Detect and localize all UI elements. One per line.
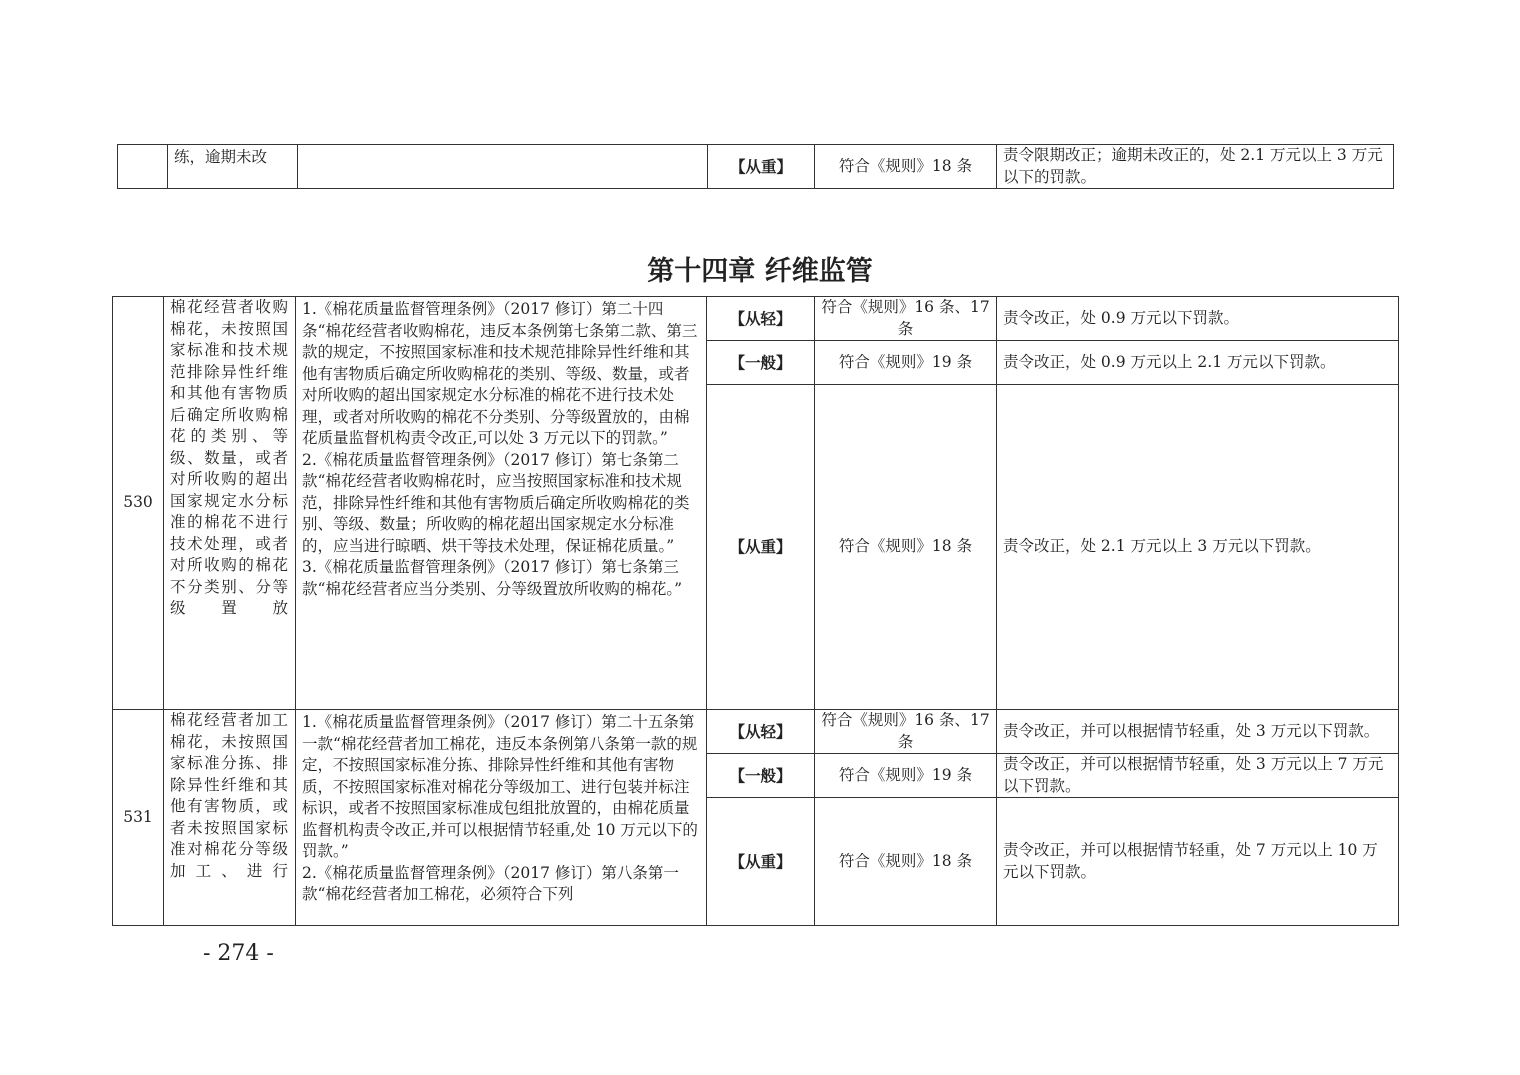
- penalty-cell: 责令改正，并可以根据情节轻重，处 7 万元以上 10 万元以下罚款。: [997, 798, 1399, 926]
- basis-cell: 符合《规则》18 条: [815, 385, 997, 710]
- basis-cell: 符合《规则》16 条、17 条: [815, 297, 997, 341]
- item-law: 1.《棉花质量监督管理条例》（2017 修订）第二十四条“棉花经营者收购棉花，违反本条例第七条第二款、第三款的规定，不按照国家标准和技术规范排除异性纤维和其他有害物质后确定所收购棉花的类别、等级、数量，或者对所收购的超出国家规定水分标准的棉花不进行技术处理，或者对所收购的棉花不分类别、分等级置放的，由棉花质量监督机构责令改正,可以处 3 万元以下的罚款。” 2.《棉花质量监督管理条例》（2017 修订）第七条第二款“棉花经营者收购棉花时，应当按照国家标准和技术规范，排除异性纤维和其他有害物质后确定所收购棉花的类别、等级、数量；所收购的棉花超出国家规定水分标准的，应当进行晾晒、烘干等技术处理，保证棉花质量。” 3.《棉花质量监督管理条例》（2017 修订）第七条第三款“棉花经营者应当分类别、分等级置放所收购的棉花。”: [296, 297, 707, 710]
- level-cell: 【从轻】: [707, 710, 815, 754]
- table-row: [113, 710, 1399, 754]
- item-subject: 棉花经营者加工棉花，未按照国家标准分拣、排除异性纤维和其他有害物质，或者未按照国家标准对棉花分等级加工、进行: [164, 710, 296, 926]
- page-number: - 274 -: [203, 941, 274, 966]
- subject-cell: 练，逾期未改: [168, 145, 298, 189]
- table-row: [113, 297, 1399, 341]
- level-cell: 【一般】: [707, 341, 815, 385]
- basis-cell: 符合《规则》18 条: [815, 145, 997, 189]
- item-number: 530: [113, 297, 164, 710]
- level-cell: 【从轻】: [707, 297, 815, 341]
- level-cell: 【从重】: [707, 385, 815, 710]
- level-cell: 【一般】: [707, 754, 815, 798]
- item-number: 531: [113, 710, 164, 926]
- penalty-cell: 责令改正，并可以根据情节轻重，处 3 万元以下罚款。: [997, 710, 1399, 754]
- penalty-cell: 责令改正，处 2.1 万元以上 3 万元以下罚款。: [997, 385, 1399, 710]
- item-subject: 棉花经营者收购棉花，未按照国家标准和技术规范排除异性纤维和其他有害物质后确定所收购棉花的类别、等级、数量，或者对所收购的超出国家规定水分标准的棉花不进行技术处理，或者对所收购的棉花不分类别、分等级置放: [164, 297, 296, 710]
- law-cell: [298, 145, 708, 189]
- penalty-cell: 责令改正，处 0.9 万元以上 2.1 万元以下罚款。: [997, 341, 1399, 385]
- continuation-table: [117, 144, 1394, 189]
- penalty-cell: 责令限期改正；逾期未改正的，处 2.1 万元以上 3 万元以下的罚款。: [997, 145, 1394, 189]
- level-cell: 【从重】: [707, 798, 815, 926]
- no-cell: [118, 145, 168, 189]
- penalty-cell: 责令改正，处 0.9 万元以下罚款。: [997, 297, 1399, 341]
- penalty-cell: 责令改正，并可以根据情节轻重，处 3 万元以上 7 万元以下罚款。: [997, 754, 1399, 798]
- basis-cell: 符合《规则》16 条、17 条: [815, 710, 997, 754]
- level-cell: 【从重】: [708, 145, 815, 189]
- penalty-table: [112, 296, 1399, 926]
- chapter-title: 第十四章 纤维监管: [647, 256, 873, 287]
- basis-cell: 符合《规则》19 条: [815, 341, 997, 385]
- basis-cell: 符合《规则》18 条: [815, 798, 997, 926]
- table-row: [118, 145, 1394, 189]
- basis-cell: 符合《规则》19 条: [815, 754, 997, 798]
- item-law: 1.《棉花质量监督管理条例》（2017 修订）第二十五条第一款“棉花经营者加工棉花，违反本条例第八条第一款的规定，不按照国家标准分拣、排除异性纤维和其他有害物质，不按照国家标准对棉花分等级加工、进行包装并标注标识，或者不按照国家标准成包组批放置的，由棉花质量监督机构责令改正,并可以根据情节轻重,处 10 万元以下的罚款。” 2.《棉花质量监督管理条例》（2017 修订）第八条第一款“棉花经营者加工棉花，必须符合下列: [296, 710, 707, 926]
